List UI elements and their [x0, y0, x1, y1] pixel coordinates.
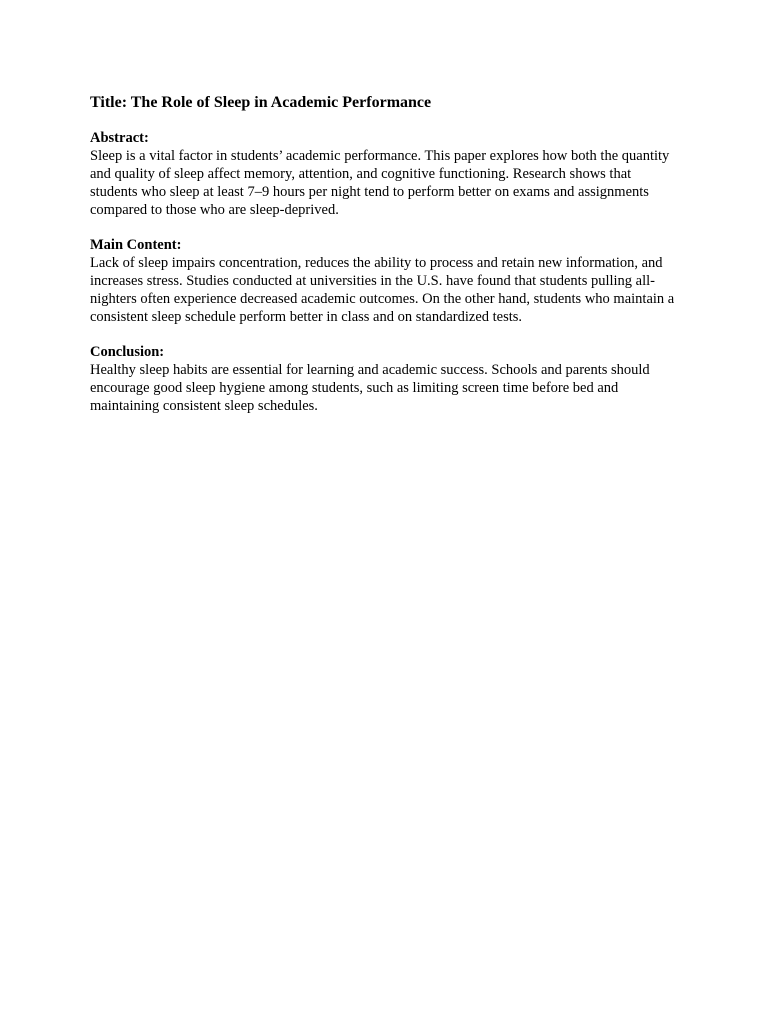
main-content-body: Lack of sleep impairs concentration, reduces the ability to process and retain new information, and increases stress. Studies conducted at universities in the U.S. have found that students pulling all-nighters often experience decreased academic outcomes. On the other hand, students who maintain a consistent sleep schedule perform better in class and on standardized tests.: [90, 255, 675, 325]
abstract-body: Sleep is a vital factor in students’ academic performance. This paper explores how both the quantity and quality of sleep affect memory, attention, and cognitive functioning. Research shows that students who sleep at least 7–9 hours per night tend to perform better on exams and assignments compared to those who are sleep-deprived.: [90, 148, 670, 218]
abstract-heading: Abstract:: [90, 130, 149, 146]
document-content: [90, 93, 680, 432]
main-content-section: [90, 236, 680, 326]
document-title: Title: The Role of Sleep in Academic Performance: [90, 94, 432, 111]
conclusion-section: [90, 343, 680, 415]
main-content-heading: Main Content:: [90, 237, 182, 253]
conclusion-heading: Conclusion:: [90, 344, 165, 360]
abstract-section: [90, 129, 680, 219]
conclusion-body: Healthy sleep habits are essential for learning and academic success. Schools and parents should encourage good sleep hygiene among students, such as limiting screen time before bed and maintaining consistent sleep schedules.: [90, 362, 650, 414]
